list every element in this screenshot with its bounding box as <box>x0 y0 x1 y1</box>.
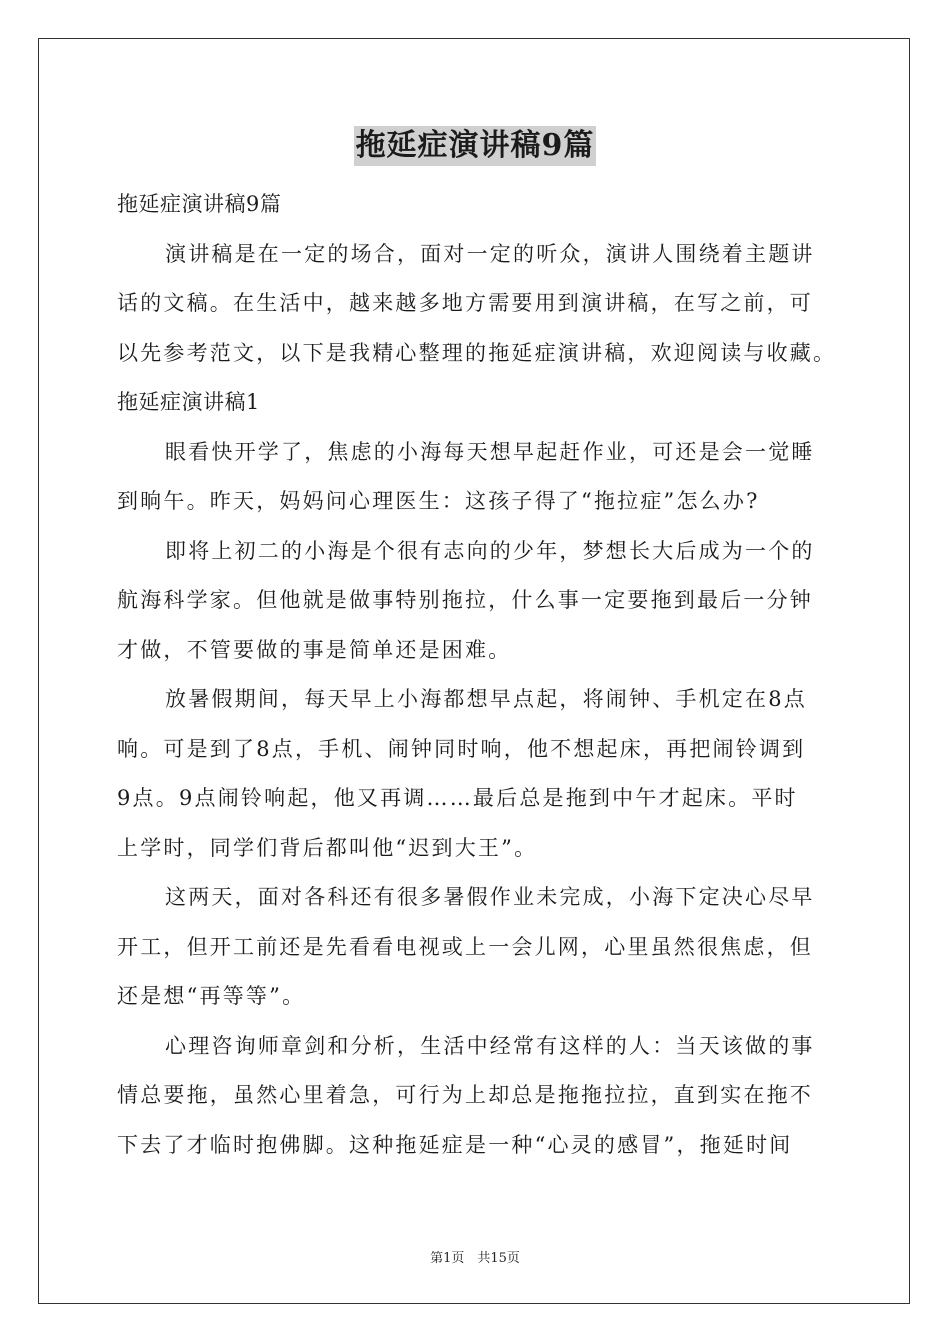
paragraph-line: 心理咨询师章剑和分析，生活中经常有这样的人：当天该做的事 <box>165 1033 815 1058</box>
paragraph-line: 9点。9点闹铃响起，他又再调……最后总是拖到中午才起床。平时 <box>117 786 798 810</box>
section-heading: 拖延症演讲稿9篇 <box>117 192 282 216</box>
paragraph-line: 眼看快开学了，焦虑的小海每天想早起赶作业，可还是会一觉睡 <box>165 439 815 464</box>
paragraph-line: 以先参考范文，以下是我精心整理的拖延症演讲稿，欢迎阅读与收藏。 <box>117 340 837 365</box>
section-heading: 拖延症演讲稿1 <box>117 390 260 414</box>
title-wrapper <box>0 126 950 166</box>
paragraph-line: 即将上初二的小海是个很有志向的少年，梦想长大后成为一个的 <box>165 538 815 563</box>
paragraph-line: 响。可是到了8点，手机、闹钟同时响，他不想起床，再把闹铃调到 <box>117 736 806 761</box>
page-footer: 第1页 共15页 <box>430 1251 520 1266</box>
paragraph-line: 才做，不管要做的事是简单还是困难。 <box>117 637 512 662</box>
document-body <box>117 180 837 1170</box>
paragraph-line: 话的文稿。在生活中，越来越多地方需要用到演讲稿，在写之前，可 <box>117 291 813 315</box>
paragraph-line: 放暑假期间，每天早上小海都想早点起，将闹钟、手机定在8点 <box>165 687 807 711</box>
paragraph-line: 上学时，同学们背后都叫他“迟到大王”。 <box>117 835 538 860</box>
paragraph-line: 这两天，面对各科还有很多暑假作业未完成，小海下定决心尽早 <box>165 885 815 909</box>
paragraph-line: 航海科学家。但他就是做事特别拖拉，什么事一定要拖到最后一分钟 <box>117 588 813 612</box>
paragraph-line: 情总要拖，虽然心里着急，可行为上却总是拖拖拉拉，直到实在拖不 <box>117 1083 813 1107</box>
paragraph-line: 演讲稿是在一定的场合，面对一定的听众，演讲人围绕着主题讲 <box>165 241 815 266</box>
document-title: 拖延症演讲稿9篇 <box>354 126 597 166</box>
paragraph-line: 开工，但开工前还是先看看电视或上一会儿网，心里虽然很焦虑，但 <box>117 934 813 959</box>
paragraph-line: 还是想“再等等”。 <box>117 984 306 1008</box>
paragraph-line: 下去了才临时抱佛脚。这种拖延症是一种“心灵的感冒”，拖延时间 <box>117 1132 793 1157</box>
paragraph-line: 到晌午。昨天，妈妈问心理医生：这孩子得了“拖拉症”怎么办? <box>117 489 760 513</box>
